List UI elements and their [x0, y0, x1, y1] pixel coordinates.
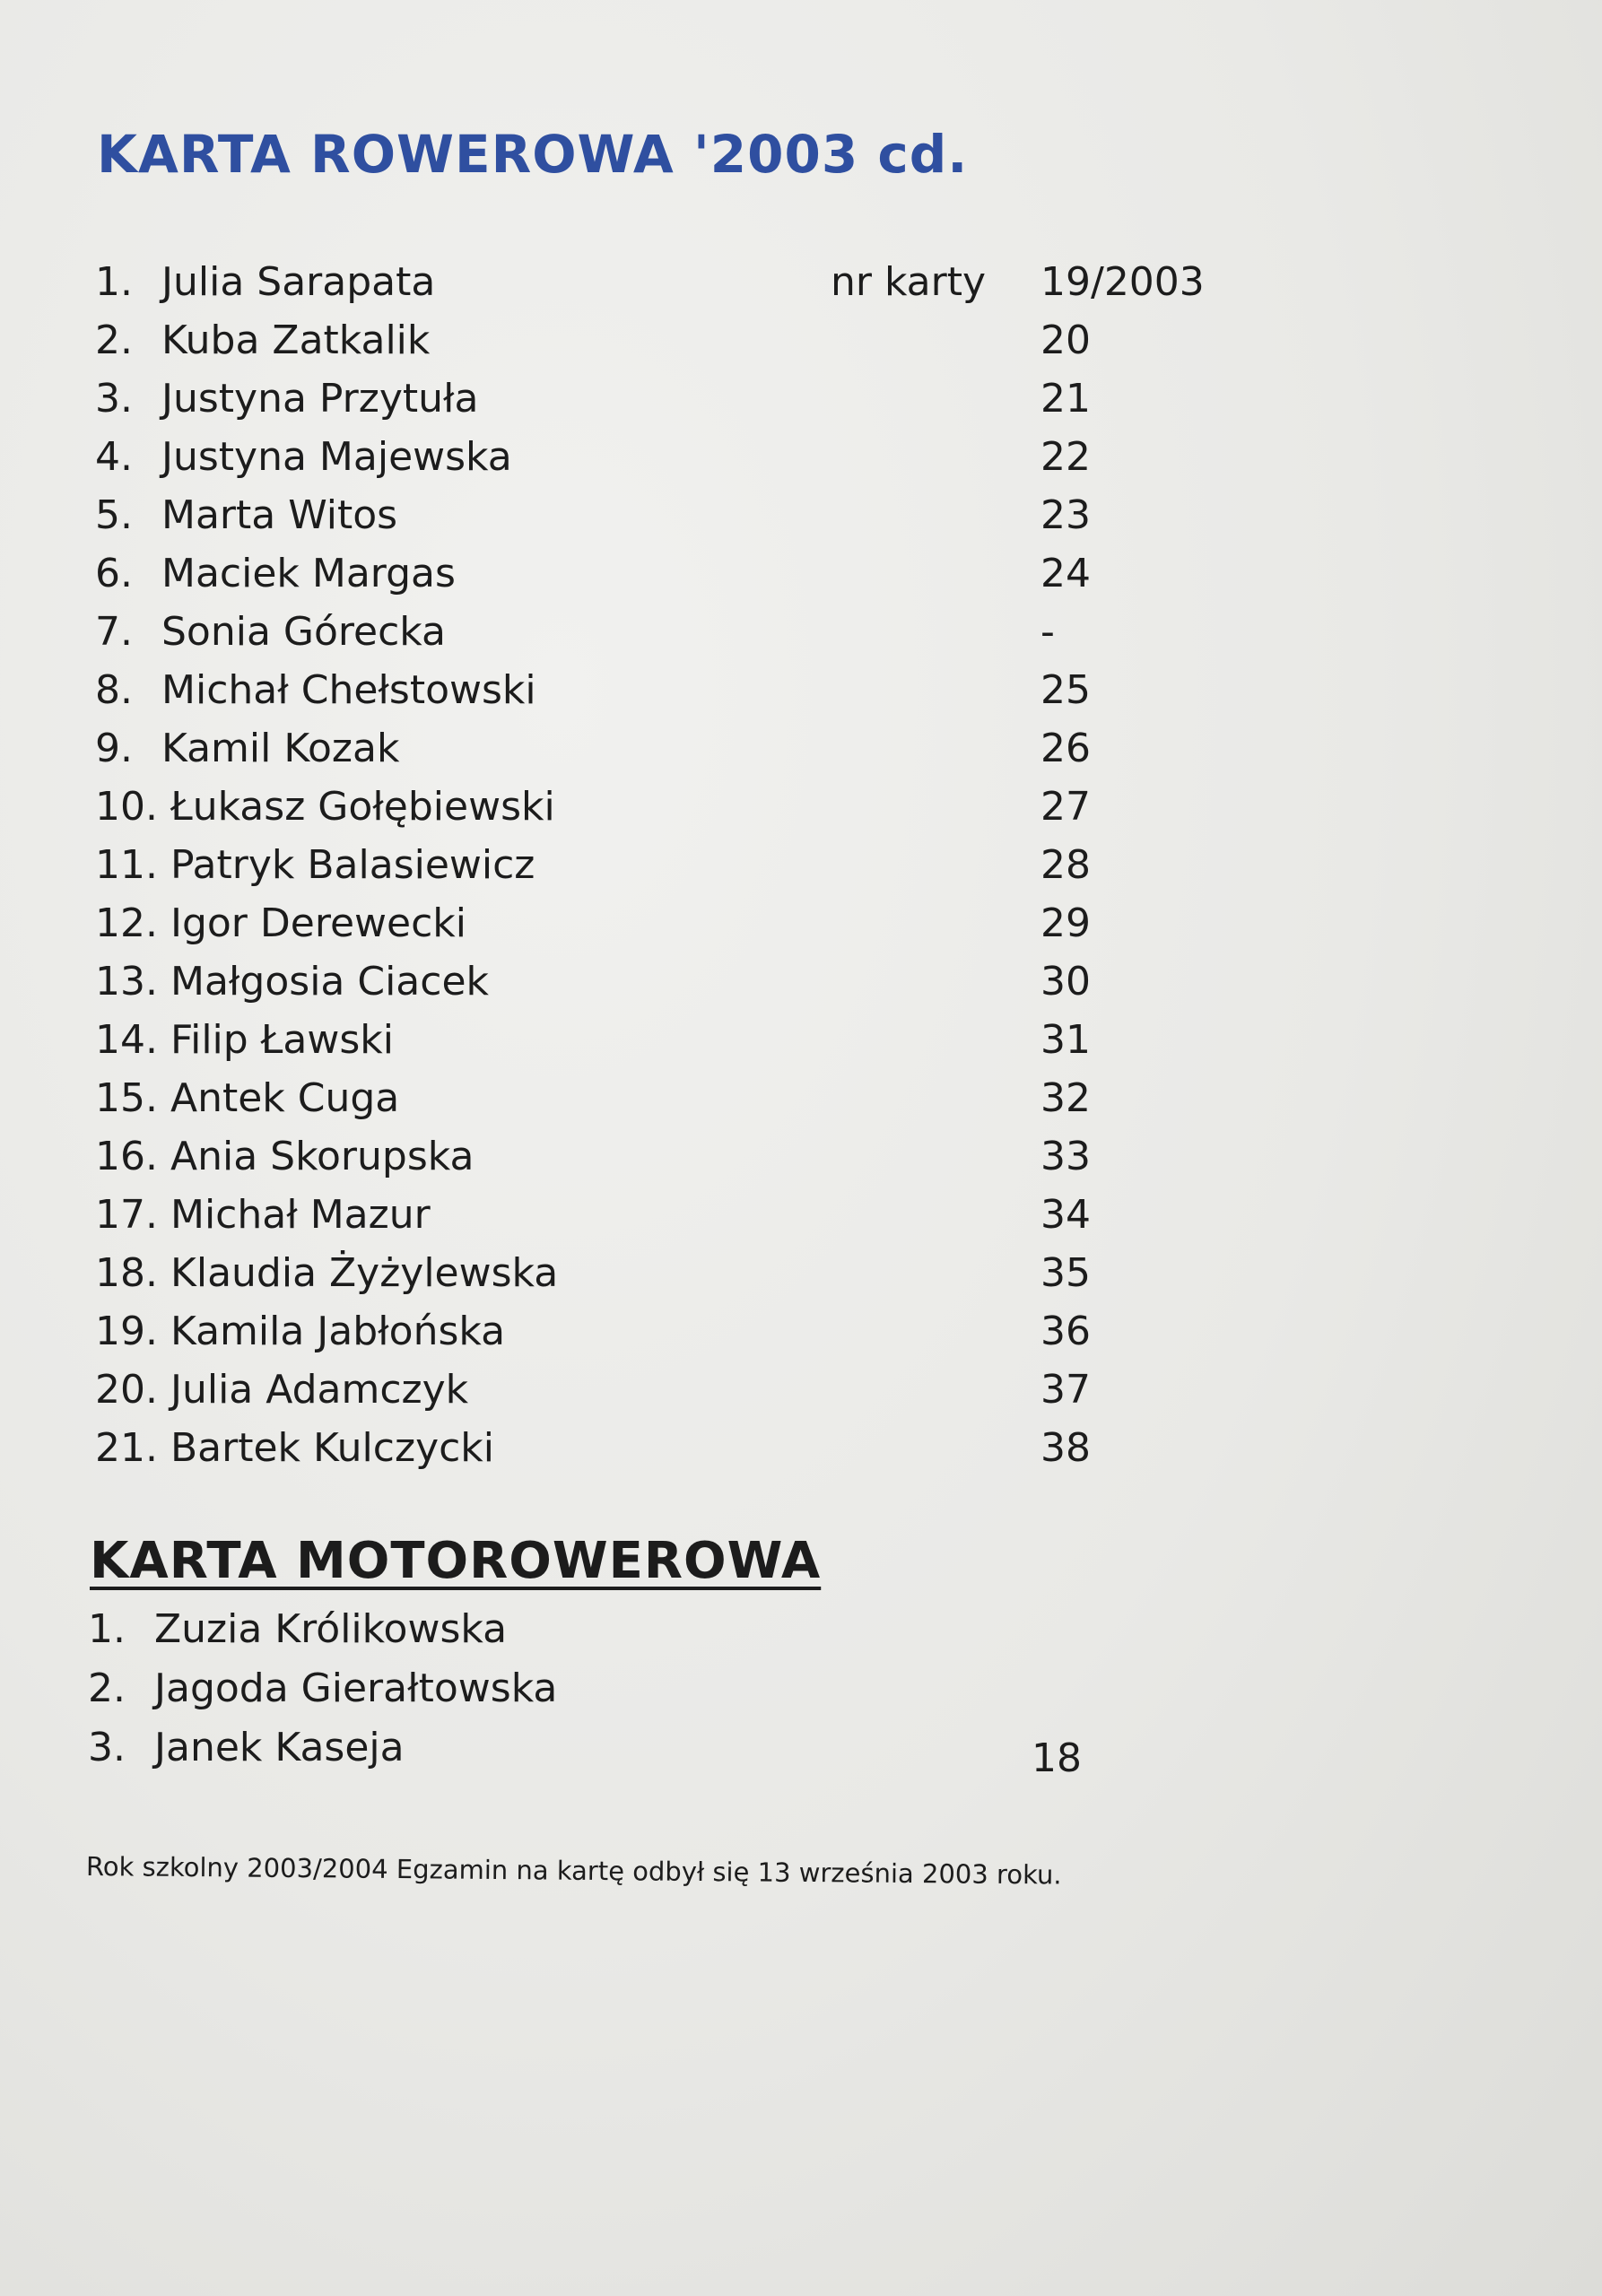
item-number: 13.	[95, 959, 158, 1004]
card-number: 25	[1040, 667, 1091, 713]
list-item	[88, 1659, 1254, 1718]
list-item	[95, 486, 1261, 544]
list-item	[95, 1127, 1261, 1186]
item-number: 5.	[95, 492, 133, 538]
student-name: Ania Skorupska	[170, 1134, 475, 1179]
page-title: KARTA ROWEROWA '2003 cd.	[97, 124, 969, 185]
student-name: Bartek Kulczycki	[170, 1425, 495, 1471]
list-item	[95, 1302, 1261, 1361]
item-number: 1.	[95, 259, 133, 305]
card-number: 19/2003	[1040, 259, 1205, 305]
list-item	[95, 544, 1261, 603]
item-number: 17.	[95, 1192, 158, 1238]
item-number: 3.	[88, 1725, 126, 1770]
list-item	[95, 778, 1261, 836]
list-item	[95, 1361, 1261, 1419]
student-name: Łukasz Gołębiewski	[170, 784, 555, 830]
student-name: Julia Adamczyk	[170, 1367, 469, 1413]
list-item	[95, 952, 1261, 1011]
list-item	[95, 661, 1261, 719]
item-number: 9.	[95, 726, 133, 771]
student-name: Zuzia Królikowska	[154, 1606, 508, 1652]
bike-card-list	[95, 253, 1261, 1477]
item-number: 1.	[88, 1606, 126, 1652]
student-name: Kamila Jabłońska	[170, 1309, 506, 1354]
card-number: 26	[1040, 726, 1091, 771]
item-number: 21.	[95, 1425, 158, 1471]
card-number: 37	[1040, 1367, 1091, 1413]
item-number: 19.	[95, 1309, 158, 1354]
list-item	[95, 1244, 1261, 1302]
list-item	[88, 1718, 1254, 1781]
card-number: 33	[1040, 1134, 1091, 1179]
card-number: 38	[1040, 1425, 1091, 1471]
list-item	[95, 719, 1261, 778]
student-name: Kuba Zatkalik	[161, 317, 431, 363]
student-name: Filip Ławski	[170, 1017, 394, 1063]
card-number: 30	[1040, 959, 1091, 1004]
item-number: 18.	[95, 1250, 158, 1296]
list-item	[95, 836, 1261, 894]
item-number: 12.	[95, 900, 158, 946]
item-number: 15.	[95, 1075, 158, 1121]
item-number: 6.	[95, 551, 133, 596]
student-name: Antek Cuga	[170, 1075, 400, 1121]
item-number: 4.	[95, 434, 133, 480]
item-number: 8.	[95, 667, 133, 713]
card-number: 18	[1032, 1735, 1082, 1781]
card-number: 27	[1040, 784, 1091, 830]
card-number: 21	[1040, 376, 1091, 422]
item-number: 14.	[95, 1017, 158, 1063]
item-number: 16.	[95, 1134, 158, 1179]
list-item	[95, 1186, 1261, 1244]
card-number: 20	[1040, 317, 1091, 363]
student-name: Janek Kaseja	[154, 1725, 405, 1770]
list-item	[95, 603, 1261, 661]
list-item	[95, 1069, 1261, 1127]
list-item	[95, 894, 1261, 952]
list-item	[95, 1419, 1261, 1477]
card-number: 35	[1040, 1250, 1091, 1296]
item-number: 20.	[95, 1367, 158, 1413]
student-name: Maciek Margas	[161, 551, 456, 596]
list-item	[95, 1011, 1261, 1069]
card-number: 23	[1040, 492, 1091, 538]
student-name: Julia Sarapata	[161, 259, 436, 305]
student-name: Jagoda Gierałtowska	[154, 1665, 558, 1711]
card-number: 22	[1040, 434, 1091, 480]
list-item	[88, 1600, 1254, 1659]
card-number: 31	[1040, 1017, 1091, 1063]
student-name: Michał Chełstowski	[161, 667, 536, 713]
moped-card-list	[88, 1600, 1254, 1781]
list-item	[95, 428, 1261, 486]
item-number: 10.	[95, 784, 158, 830]
card-number: 29	[1040, 900, 1091, 946]
item-number: 11.	[95, 842, 158, 888]
card-number-label: nr karty	[831, 259, 987, 305]
card-number: 32	[1040, 1075, 1091, 1121]
student-name: Justyna Przytuła	[161, 376, 479, 422]
item-number: 2.	[88, 1665, 126, 1711]
student-name: Kamil Kozak	[161, 726, 400, 771]
list-item	[95, 370, 1261, 428]
student-name: Michał Mazur	[170, 1192, 431, 1238]
card-number: -	[1040, 609, 1055, 655]
card-number: 24	[1040, 551, 1091, 596]
student-name: Justyna Majewska	[161, 434, 512, 480]
moped-section-title: KARTA MOTOROWEROWA	[90, 1532, 822, 1590]
student-name: Marta Witos	[161, 492, 398, 538]
card-number: 28	[1040, 842, 1091, 888]
card-number: 34	[1040, 1192, 1091, 1238]
list-item	[95, 311, 1261, 370]
item-number: 3.	[95, 376, 133, 422]
list-item	[95, 253, 1261, 311]
item-number: 7.	[95, 609, 133, 655]
student-name: Małgosia Ciacek	[170, 959, 490, 1004]
student-name: Sonia Górecka	[161, 609, 446, 655]
student-name: Igor Derewecki	[170, 900, 466, 946]
item-number: 2.	[95, 317, 133, 363]
student-name: Klaudia Żyżylewska	[170, 1250, 559, 1296]
card-number: 36	[1040, 1309, 1091, 1354]
student-name: Patryk Balasiewicz	[170, 842, 535, 888]
footer-note: Rok szkolny 2003/2004 Egzamin na kartę odbył się 13 września 2003 roku.	[85, 1851, 1062, 1891]
